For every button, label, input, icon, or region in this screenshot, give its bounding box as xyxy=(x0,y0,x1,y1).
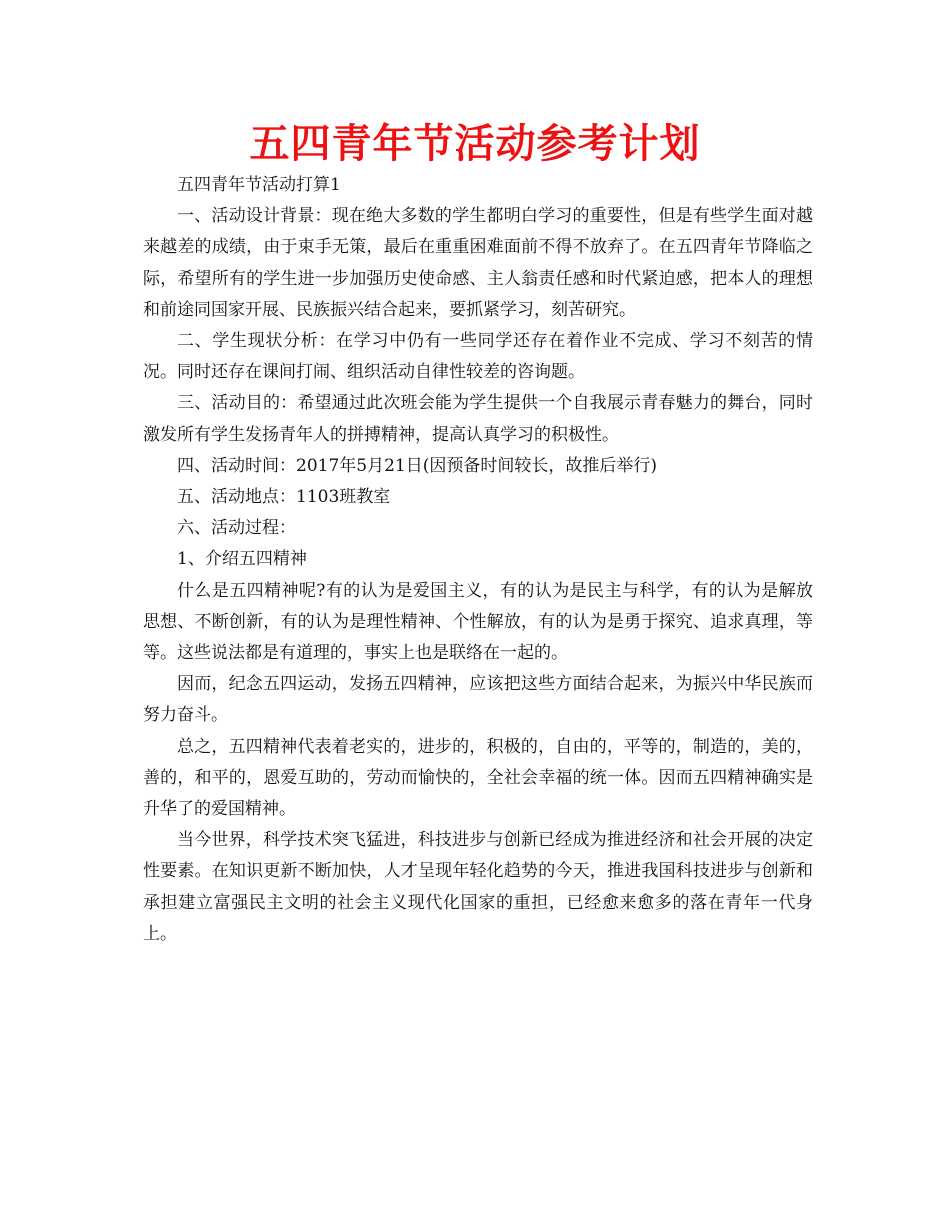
paragraph-what-is-may-fourth: 什么是五四精神呢?有的认为是爱国主义，有的认为是民主与科学，有的认为是解放思想、不断创新，有的认为是理性精神、个性解放，有的认为是勇于探究、追求真理，等等。这些说法都是有道理的，事实上也是联络在一起的。 xyxy=(143,580,813,664)
document-title: 五四青年节活动参考计划 xyxy=(249,121,701,167)
paragraph-process: 六、活动过程： xyxy=(177,518,296,539)
paragraph-background: 一、活动设计背景：现在绝大多数的学生都明白学习的重要性，但是有些学生面对越来越差的成绩，由于束手无策，最后在重重困难面前不得不放弃了。在五四青年节降临之际，希望所有的学生进一步加强历史使命感、主人翁责任感和时代紧迫感，把本人的理想和前途同国家开展、民族振兴结合起来，要抓紧学习，刻苦研究。 xyxy=(143,206,813,320)
paragraph-therefore: 因而，纪念五四运动，发扬五四精神，应该把这些方面结合起来，为振兴中华民族而努力奋斗。 xyxy=(143,674,813,726)
paragraph-time: 四、活动时间：2017年5月21日(因预备时间较长，故推后举行) xyxy=(177,455,657,476)
paragraph-purpose: 三、活动目的：希望通过此次班会能为学生提供一个自我展示青春魅力的舞台，同时激发所有学生发扬青年人的拼搏精神，提高认真学习的积极性。 xyxy=(143,393,813,445)
paragraph-location: 五、活动地点：1103班教室 xyxy=(177,487,391,508)
paragraph-status-analysis: 二、学生现状分析：在学习中仍有一些同学还存在着作业不完成、学习不刻苦的情况。同时还存在课间打闹、组织活动自律性较差的咨询题。 xyxy=(143,331,813,383)
paragraph-step-1: 1、介绍五四精神 xyxy=(177,549,307,570)
paragraph-today-world: 当今世界，科学技术突飞猛进，科技进步与创新已经成为推进经济和社会开展的决定性要素。在知识更新不断加快，人才呈现年轻化趋势的今天，推进我国科技进步与创新和承担建立富强民主文明的社会主义现代化国家的重担，已经愈来愈多的落在青年一代身上。 xyxy=(143,830,813,944)
document-body xyxy=(143,170,813,950)
paragraph-in-summary: 总之，五四精神代表着老实的，进步的，积极的，自由的，平等的，制造的，美的，善的，和平的，恩爱互助的，劳动而愉快的，全社会幸福的统一体。因而五四精神确实是升华了的爱国精神。 xyxy=(143,736,813,820)
paragraph-plan-heading: 五四青年节活动打算1 xyxy=(177,175,341,195)
